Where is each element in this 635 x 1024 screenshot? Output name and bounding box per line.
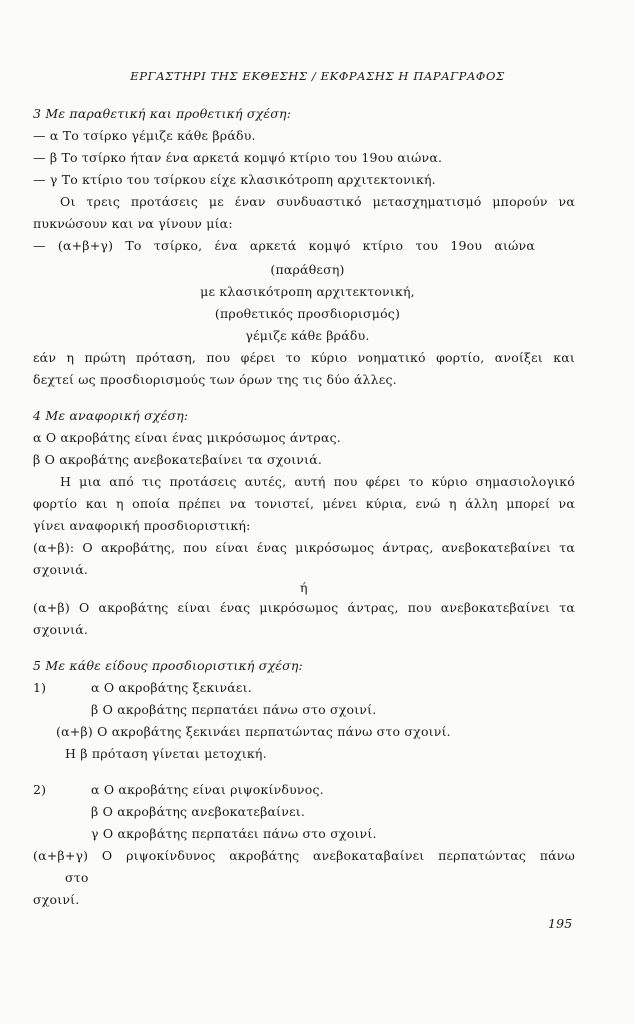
s4-result-2-line-1: (α+β) Ο ακροβάτης είναι ένας μικρόσωμος άντρας, που ανεβοκατεβαίνει τα	[33, 600, 575, 615]
s4-or-separator: ή	[300, 580, 308, 595]
s4-sentence-b: β Ο ακροβάτης ανεβοκατεβαίνει τα σχοινιά.	[33, 452, 323, 467]
running-header: ΕΡΓΑΣΤΗΡΙ ΤΗΣ ΕΚΘΕΣΗΣ / ΕΚΦΡΑΣΗΣ Η ΠΑΡΑΓΡΑΦΟΣ	[130, 69, 505, 83]
s5-2-sentence-g: γ Ο ακροβάτης περπατάει πάνω στο σχοινί.	[91, 826, 377, 841]
s3-combined-line-3: γέμιζε κάθε βράδυ.	[245, 328, 370, 343]
s3-item-b: — β Το τσίρκο ήταν ένα αρκετά κομψό κτίριο του 19ου αιώνα.	[33, 150, 443, 165]
section-5-heading: 5 Με κάθε είδους προσδιοριστική σχέση:	[33, 658, 303, 673]
s4-result-1-line-2: σχοινιά.	[33, 562, 89, 577]
s3-paragraph-line-1: Οι τρεις προτάσεις με έναν συνδυαστικό μετασχηματισμό μπορούν να	[60, 194, 575, 209]
s3-combined-label-apposition: (παράθεση)	[270, 262, 345, 277]
s5-1-sentence-a: α Ο ακροβάτης ξεκινάει.	[91, 680, 252, 695]
s5-2-sentence-b: β Ο ακροβάτης ανεβοκατεβαίνει.	[91, 804, 306, 819]
s5-number-2: 2)	[33, 782, 47, 797]
s4-paragraph-line-3: γίνει αναφορική προσδιοριστική:	[33, 518, 251, 533]
s5-1-combined: (α+β) Ο ακροβάτης ξεκινάει περπατώντας πάνω στο σχοινί.	[56, 724, 451, 739]
s4-paragraph-line-1: Η μια από τις προτάσεις αυτές, αυτή που φέρει το κύριο σημασιολογικό	[60, 474, 575, 489]
s5-1-note: Η β πρόταση γίνεται μετοχική.	[65, 746, 267, 761]
s5-1-sentence-b: β Ο ακροβάτης περπατάει πάνω στο σχοινί.	[91, 702, 377, 717]
s3-paragraph-line-2: πυκνώσουν και να γίνουν μία:	[33, 216, 233, 231]
s4-result-2-line-2: σχοινιά.	[33, 622, 89, 637]
section-4-heading: 4 Με αναφορική σχέση:	[33, 408, 189, 423]
s3-combined-line-2: με κλασικότροπη αρχιτεκτονική,	[200, 284, 415, 299]
section-3-heading: 3 Με παραθετική και προθετική σχέση:	[33, 106, 292, 121]
s5-2-sentence-a: α Ο ακροβάτης είναι ριψοκίνδυνος.	[91, 782, 324, 797]
s5-number-1: 1)	[33, 680, 47, 695]
s3-combined-label-prepositional: (προθετικός προσδιορισμός)	[214, 306, 401, 321]
s3-explanation-line-1: εάν η πρώτη πρόταση, που φέρει το κύριο νοηματικό φορτίο, ανοίξει και	[33, 350, 575, 365]
page-number: 195	[548, 916, 573, 931]
s3-combined-sentence: — (α+β+γ) Το τσίρκο, ένα αρκετά κομψό κτίριο του 19ου αιώνα	[33, 238, 535, 253]
s5-2-combined-line-2: στο	[65, 870, 89, 885]
s5-2-combined-line-1: (α+β+γ) Ο ριψοκίνδυνος ακροβάτης ανεβοκαταβαίνει περπατώντας πάνω	[33, 848, 575, 863]
s4-result-1-line-1: (α+β): Ο ακροβάτης, που είναι ένας μικρόσωμος άντρας, ανεβοκατεβαίνει τα	[33, 540, 575, 555]
s4-paragraph-line-2: φορτίο και η οποία πρέπει να τονιστεί, μένει κύρια, ενώ η άλλη μπορεί να	[33, 496, 575, 511]
s3-item-g: — γ Το κτίριο του τσίρκου είχε κλασικότροπη αρχιτεκτονική.	[33, 172, 436, 187]
s4-sentence-a: α Ο ακροβάτης είναι ένας μικρόσωμος άντρας.	[33, 430, 341, 445]
s3-item-a: — α Το τσίρκο γέμιζε κάθε βράδυ.	[33, 128, 256, 143]
s3-explanation-line-2: δεχτεί ως προσδιορισμούς των όρων της τις δύο άλλες.	[33, 372, 397, 387]
s5-2-combined-line-3: σχοινί.	[33, 892, 80, 907]
